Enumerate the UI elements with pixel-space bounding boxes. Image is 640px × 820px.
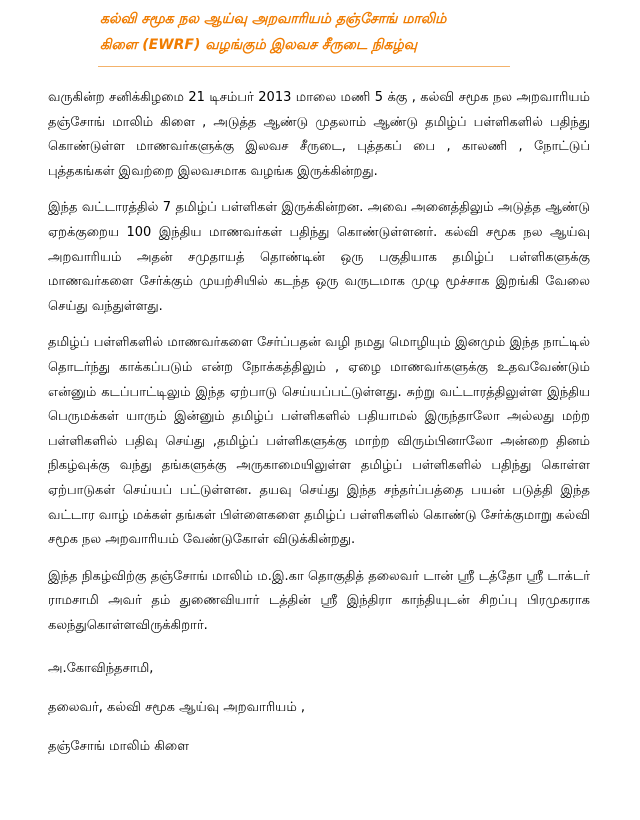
paragraph-event-announcement: வருகின்ற சனிக்கிழமை 21 டிசம்பர் 2013 மாலை மணி 5 க்கு , கல்வி சமூக நல அறவாரியம் தஞ்சோங் மாலிம் கிளை , அடுத்த ஆண்டு முதலாம் ஆண்டு தமிழ்ப் பள்ளிகளில் பதிந்து கொண்டுள்ள மாணவர்களுக்கு இலவச சீருடை, புத்தகப் பை , காலணி , நோட்டுப் புத்தகங்கள் இவற்றை இலவசமாக வழங்க இருக்கின்றது. (48, 90, 590, 179)
signature-role: தலைவர், கல்வி சமூக ஆய்வு அறவாரியம் , (48, 700, 306, 716)
document-header (100, 6, 520, 58)
paragraph-schools-info: இந்த வட்டாரத்தில் 7 தமிழ்ப் பள்ளிகள் இருக்கின்றன. அவை அனைத்திலும் அடுத்த ஆண்டு ஏறக்குறைய 100 இந்திய மாணவர்கள் பதிந்து கொண்டுள்ளனர். கல்வி சமூக நல ஆய்வு அறவாரியம் அதன் சமுதாயத் தொண்டின் ஒரு பகுதியாக தமிழ்ப் பள்ளிகளுக்கு மாணவர்களை சேர்க்கும் முயற்சியில் கடந்த ஒரு வருடமாக முழு மூச்சாக இறங்கி வேலை செய்து வந்துள்ளது. (48, 200, 590, 314)
signature-name: அ.கோவிந்தசாமி, (48, 661, 154, 677)
signature-block (48, 658, 590, 758)
paragraph-registration-appeal: தமிழ்ப் பள்ளிகளில் மாணவர்களை சேர்ப்பதன் வழி நமது மொழியும் இனமும் இந்த நாட்டில் தொடர்ந்து காக்கப்படும் என்ற நோக்கத்திலும் , ஏழை மாணவர்களுக்கு உதவவேண்டும் என்னும் கடப்பாட்டிலும் இந்த ஏற்பாடு செய்யப்பட்டுள்ளது. சுற்று வட்டாரத்திலுள்ள இந்திய பெருமக்கள் யாரும் இன்னும் தமிழ்ப் பள்ளிகளில் பதியாமல் இருந்தாலோ அல்லது மற்ற பள்ளிகளில் பதிவு செய்து ,தமிழ்ப் பள்ளிகளுக்கு மாற்ற விரும்பினாலோ அன்றை தினம் நிகழ்வுக்கு வந்து தங்களுக்கு அருகாமையிலுள்ள தமிழ்ப் பள்ளிகளில் பதிந்து கொள்ள ஏற்பாடுகள் செய்யப் பட்டுள்ளன. தயவு செய்து இந்த சந்தர்ப்பத்தை பயன் படுத்தி இந்த வட்டார வாழ் மக்கள் தங்கள் பிள்ளைகளை தமிழ்ப் பள்ளிகளில் கொண்டு சேர்க்குமாறு கல்வி சமூக நல அறவாரியம் வேண்டுகோள் விடுக்கின்றது. (48, 335, 590, 548)
document-body (48, 86, 590, 775)
paragraph-guest-of-honour: இந்த நிகழ்விற்கு தஞ்சோங் மாலிம் ம.இ.கா தொகுதித் தலைவர் டான் ஸ்ரீ டத்தோ ஸ்ரீ டாக்டர் ராமசாமி அவர் தம் துணைவியார் டத்தின் ஸ்ரீ இந்திரா காந்தியுடன் சிறப்பு பிரமுகராக கலந்துகொள்ளவிருக்கிறார். (48, 568, 590, 633)
header-title-line-2: கிளை (EWRF) வழங்கும் இலவச சீருடை நிகழ்வு (100, 37, 418, 53)
signature-branch: தஞ்சோங் மாலிம் கிளை (48, 739, 189, 755)
header-title-line-1: கல்வி சமூக நல ஆய்வு அறவாரியம் தஞ்சோங் மாலிம் (100, 11, 447, 27)
header-divider (98, 66, 510, 67)
